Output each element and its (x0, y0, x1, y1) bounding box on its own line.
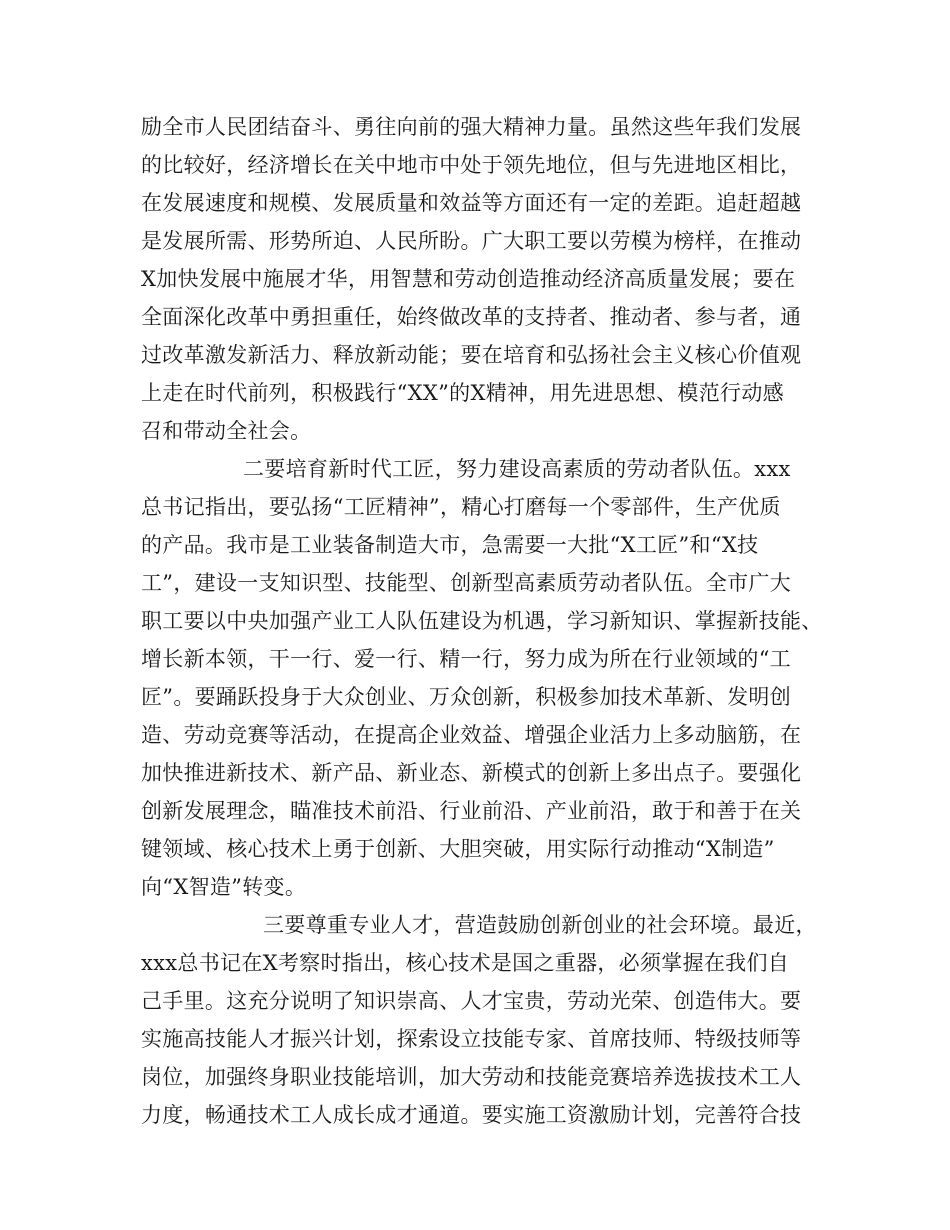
text-line-16: 匠”。要踊跃投身于大众创业、万众创新，积极参加技术革新、发明创 (141, 685, 792, 709)
text-line-3: 在发展速度和规模、发展质量和效益等方面还有一定的差距。追赶超越 (141, 191, 802, 215)
text-line-1: 励全市人民团结奋斗、勇往向前的强大精神力量。虽然这些年我们发展 (141, 115, 802, 139)
text-line-14: 职工要以中央加强产业工人队伍建设为机遇，学习新知识、掌握新技能、 (141, 609, 823, 633)
text-line-19: 创新发展理念，瞄准技术前沿、行业前沿、产业前沿，敢于和善于在关 (141, 799, 802, 823)
paragraph-three-heading-line: 三要尊重专业人才，营造鼓励创新创业的社会环境。最近， (263, 913, 817, 937)
text-line-8: 上走在时代前列，积极践行“XX”的X精神，用先进思想、模范行动感 (141, 381, 784, 405)
text-line-5: X加快发展中施展才华，用智慧和劳动创造推动经济高质量发展；要在 (141, 267, 796, 291)
text-line-17: 造、劳动竞赛等活动，在提高企业效益、增强企业活力上多动脑筋，在 (141, 723, 802, 747)
text-line-25: 实施高技能人才振兴计划，探索设立技能专家、首席技师、特级技师等 (141, 1027, 802, 1051)
text-line-18: 加快推进新技术、新产品、新业态、新模式的创新上多出点子。要强化 (141, 761, 802, 785)
text-line-20: 键领域、核心技术上勇于创新、大胆突破，用实际行动推动“X制造” (141, 837, 775, 861)
text-line-11: 总书记指出，要弘扬“工匠精神”，精心打磨每一个零部件，生产优质 (141, 495, 781, 519)
text-line-4: 是发展所需、形势所迫、人民所盼。广大职工要以劳模为榜样，在推动 (141, 229, 802, 253)
text-line-21: 向“X智造”转变。 (141, 875, 307, 899)
text-line-27: 力度，畅通技术工人成长成才通道。要实施工资激励计划，完善符合技 (141, 1103, 802, 1127)
text-line-12: 的产品。我市是工业装备制造大市，急需要一大批“X工匠”和“X技 (141, 533, 759, 557)
text-line-23: xxx总书记在X考察时指出，核心技术是国之重器，必须掌握在我们自 (141, 951, 790, 975)
text-line-15: 增长新本领，干一行、爱一行、精一行，努力成为所在行业领域的“工 (141, 647, 792, 671)
text-line-7: 过改革激发新活力、释放新动能；要在培育和弘扬社会主义核心价值观 (141, 343, 802, 367)
text-line-13: 工”，建设一支知识型、技能型、创新型高素质劳动者队伍。全市广大 (141, 571, 792, 595)
paragraph-two-heading-line: 二要培育新时代工匠，努力建设高素质的劳动者队伍。xxx (243, 457, 791, 481)
text-line-2: 的比较好，经济增长在关中地市中处于领先地位，但与先进地区相比， (141, 153, 802, 177)
text-line-6: 全面深化改革中勇担重任，始终做改革的支持者、推动者、参与者，通 (141, 305, 802, 329)
text-line-9: 召和带动全社会。 (141, 419, 312, 443)
text-line-26: 岗位，加强终身职业技能培训，加大劳动和技能竞赛培养选拔技术工人 (141, 1065, 802, 1089)
text-line-24: 己手里。这充分说明了知识崇高、人才宝贵，劳动光荣、创造伟大。要 (141, 989, 802, 1013)
